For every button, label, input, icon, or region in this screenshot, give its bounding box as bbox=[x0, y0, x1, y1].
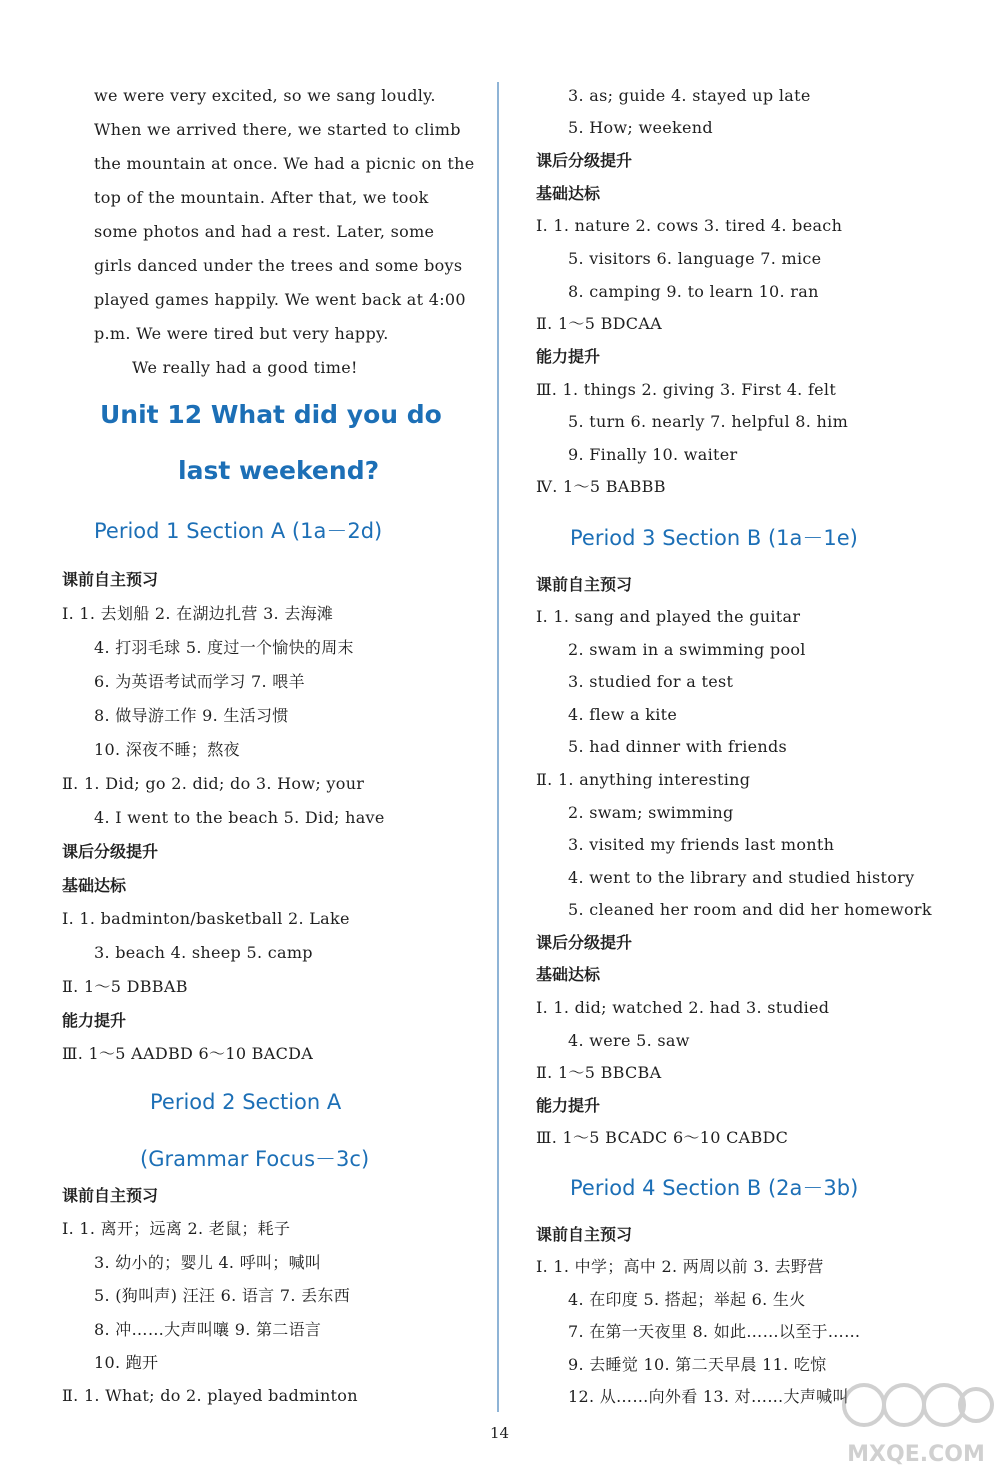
answer-line: 3. as; guide 4. stayed up late bbox=[568, 86, 811, 105]
period-2-heading: Period 2 Section A bbox=[150, 1090, 342, 1114]
answer-line: Ⅰ. 1. did; watched 2. had 3. studied bbox=[536, 998, 830, 1017]
answer-line: Ⅰ. 1. 中学；高中 2. 两周以前 3. 去野营 bbox=[536, 1257, 824, 1276]
answer-line: Ⅲ. 1～5 AADBD 6～10 BACDA bbox=[62, 1044, 314, 1063]
answer-line: 5. cleaned her room and did her homework bbox=[568, 900, 932, 919]
section-heading: 课后分级提升 bbox=[536, 933, 633, 952]
answer-line: 2. swam in a swimming pool bbox=[568, 640, 806, 659]
answer-line: 8. 做导游工作 9. 生活习惯 bbox=[94, 706, 289, 725]
paragraph-line: p.m. We were tired but very happy. bbox=[94, 324, 389, 343]
answer-line: 9. 去睡觉 10. 第二天早晨 11. 吃惊 bbox=[568, 1355, 827, 1374]
answer-line: 5. (狗叫声) 汪汪 6. 语言 7. 丢东西 bbox=[94, 1286, 350, 1305]
paragraph-line: When we arrived there, we started to climb bbox=[94, 120, 461, 139]
answer-line: 4. 打羽毛球 5. 度过一个愉快的周末 bbox=[94, 638, 354, 657]
section-heading: 课前自主预习 bbox=[62, 570, 159, 589]
answer-line: Ⅱ. 1. Did; go 2. did; do 3. How; your bbox=[62, 774, 365, 793]
answer-line: 4. went to the library and studied history bbox=[568, 868, 915, 887]
answer-line: 5. had dinner with friends bbox=[568, 737, 788, 756]
answer-line: Ⅲ. 1. things 2. giving 3. First 4. felt bbox=[536, 380, 837, 399]
answer-line: 9. Finally 10. waiter bbox=[568, 445, 738, 464]
paragraph-line: we were very excited, so we sang loudly. bbox=[94, 86, 436, 105]
section-subheading: 能力提升 bbox=[62, 1011, 127, 1030]
answer-line: 4. were 5. saw bbox=[568, 1031, 690, 1050]
answer-line: 5. visitors 6. language 7. mice bbox=[568, 249, 822, 268]
section-heading: 课后分级提升 bbox=[62, 842, 159, 861]
answer-line: Ⅲ. 1～5 BCADC 6～10 CABDC bbox=[536, 1128, 789, 1147]
column-divider bbox=[497, 82, 499, 1412]
answer-line: 10. 跑开 bbox=[94, 1353, 159, 1372]
paragraph-line: girls danced under the trees and some boys bbox=[94, 256, 463, 275]
period-4-heading: Period 4 Section B (2a－3b) bbox=[570, 1176, 859, 1200]
answer-line: 3. studied for a test bbox=[568, 672, 734, 691]
answer-line: 6. 为英语考试而学习 7. 喂羊 bbox=[94, 672, 305, 691]
paragraph-line: top of the mountain. After that, we took bbox=[94, 188, 429, 207]
answer-line: 8. 冲……大声叫嚷 9. 第二语言 bbox=[94, 1320, 322, 1339]
paragraph-line: the mountain at once. We had a picnic on the bbox=[94, 154, 475, 173]
answer-line: 10. 深夜不睡；熬夜 bbox=[94, 740, 240, 759]
paragraph-line: We really had a good time! bbox=[132, 358, 358, 377]
answer-line: Ⅳ. 1～5 BABBB bbox=[536, 477, 666, 496]
section-subheading: 能力提升 bbox=[536, 1096, 601, 1115]
answer-line: Ⅰ. 1. badminton/basketball 2. Lake bbox=[62, 909, 350, 928]
answer-line: 7. 在第一天夜里 8. 如此……以至于…… bbox=[568, 1322, 861, 1341]
answer-line: 4. 在印度 5. 搭起；举起 6. 生火 bbox=[568, 1290, 806, 1309]
answer-line: 4. I went to the beach 5. Did; have bbox=[94, 808, 385, 827]
answer-line: Ⅱ. 1～5 BBCBA bbox=[536, 1063, 662, 1082]
answer-line: 3. 幼小的；婴儿 4. 呼叫；喊叫 bbox=[94, 1253, 322, 1272]
page-number: 14 bbox=[490, 1424, 510, 1442]
answer-line: Ⅱ. 1～5 BDCAA bbox=[536, 314, 663, 333]
watermark-logo bbox=[836, 1375, 996, 1470]
answer-line: Ⅱ. 1. anything interesting bbox=[536, 770, 751, 789]
section-subheading: 基础达标 bbox=[62, 876, 127, 895]
answer-line: 8. camping 9. to learn 10. ran bbox=[568, 282, 819, 301]
section-heading: 课前自主预习 bbox=[536, 575, 633, 594]
answer-line: 4. flew a kite bbox=[568, 705, 678, 724]
section-heading: 课后分级提升 bbox=[536, 151, 633, 170]
section-heading: 课前自主预习 bbox=[536, 1225, 633, 1244]
unit-title-cont: last weekend? bbox=[178, 456, 380, 485]
unit-title: Unit 12 What did you do bbox=[100, 400, 442, 429]
answer-line: 3. beach 4. sheep 5. camp bbox=[94, 943, 313, 962]
answer-line: Ⅱ. 1. What; do 2. played badminton bbox=[62, 1386, 358, 1405]
period-3-heading: Period 3 Section B (1a－1e) bbox=[570, 526, 858, 550]
answer-line: 5. How; weekend bbox=[568, 118, 713, 137]
answer-line: 5. turn 6. nearly 7. helpful 8. him bbox=[568, 412, 849, 431]
answer-line: 2. swam; swimming bbox=[568, 803, 734, 822]
section-heading: 课前自主预习 bbox=[62, 1186, 159, 1205]
section-subheading: 基础达标 bbox=[536, 965, 601, 984]
answer-line: 3. visited my friends last month bbox=[568, 835, 835, 854]
answer-line: Ⅰ. 1. 离开；远离 2. 老鼠；耗子 bbox=[62, 1219, 291, 1238]
paragraph-line: played games happily. We went back at 4:00 bbox=[94, 290, 466, 309]
section-subheading: 能力提升 bbox=[536, 347, 601, 366]
section-subheading: 基础达标 bbox=[536, 184, 601, 203]
answer-line: 12. 从……向外看 13. 对……大声喊叫 bbox=[568, 1387, 849, 1406]
watermark-text: MXQE.COM bbox=[847, 1442, 985, 1467]
period-1-heading: Period 1 Section A (1a－2d) bbox=[94, 519, 383, 543]
answer-line: Ⅰ. 1. nature 2. cows 3. tired 4. beach bbox=[536, 216, 843, 235]
answer-line: Ⅰ. 1. sang and played the guitar bbox=[536, 607, 801, 626]
paragraph-line: some photos and had a rest. Later, some bbox=[94, 222, 435, 241]
period-2-subheading: (Grammar Focus－3c) bbox=[140, 1147, 370, 1171]
answer-line: Ⅰ. 1. 去划船 2. 在湖边扎营 3. 去海滩 bbox=[62, 604, 334, 623]
answer-line: Ⅱ. 1～5 DBBAB bbox=[62, 977, 188, 996]
